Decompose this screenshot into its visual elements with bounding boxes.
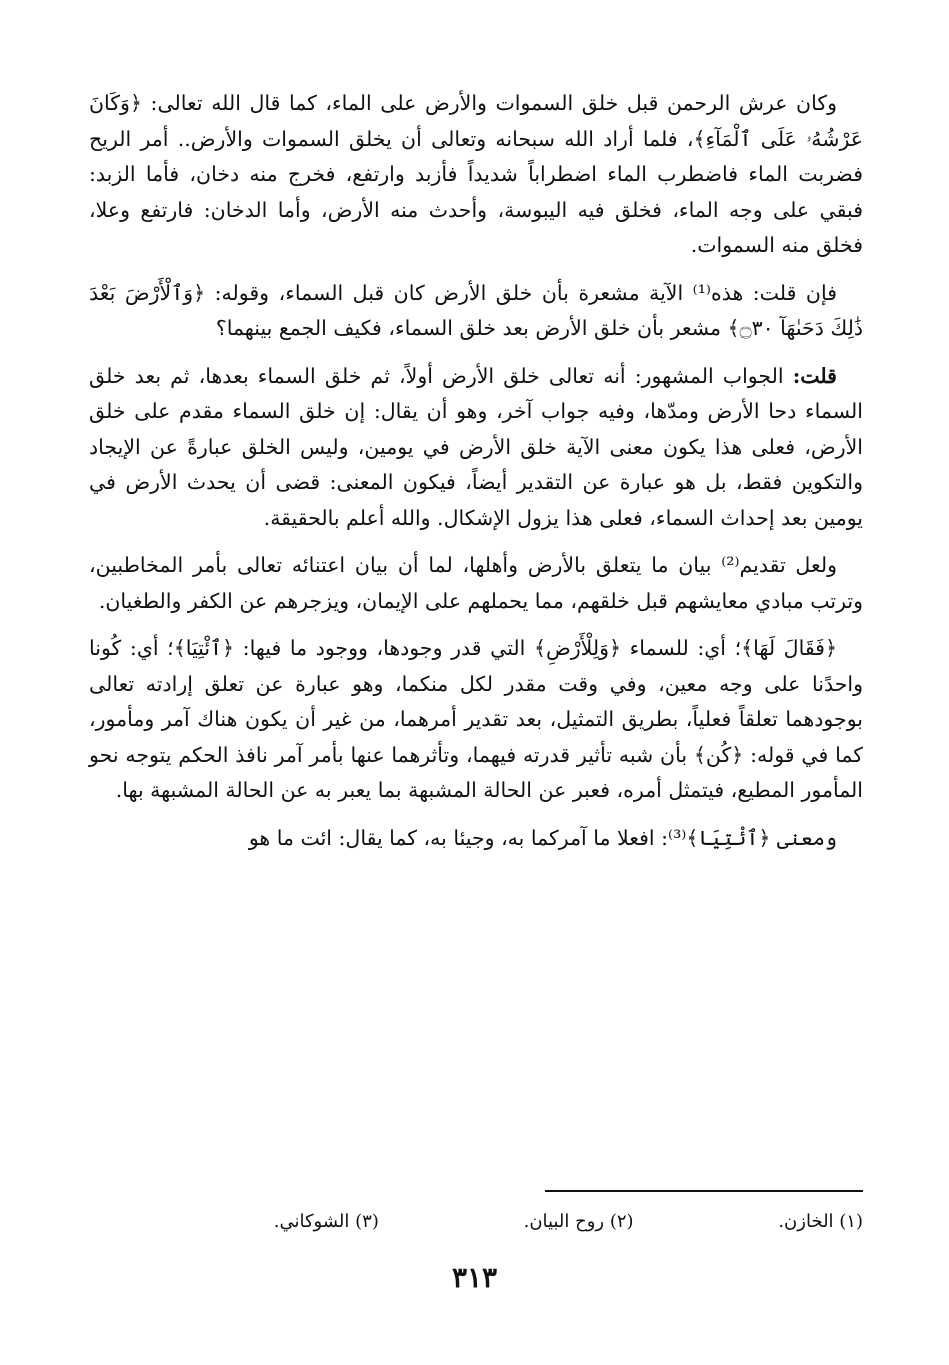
paragraph-6 [89, 821, 863, 857]
paragraph-text: وكان عرش الرحمن قبل خلق السموات والأرض على الماء، كما قال الله تعالى: ﴿وَكَانَ عَرْشُهُۥ عَلَى ٱلْمَآءِ﴾، فلما أراد الله سبحانه وتعالى أن يخلق السموات والأرض.. أمر الريح فضربت الماء فاضطرب الماء اضطراباً شديداً فأزبد وارتفع، فخرج منه دخان، فأما الزبد: فبقي على وجه الماء، فخلق فيه اليبوسة، وأحدث منه الأرض، وأما الدخان: فارتفع وعلا، فخلق منه السموات. [89, 91, 863, 257]
paragraph-text: فإن قلت: هذه⁽¹⁾ الآية مشعرة بأن خلق الأرض كان قبل السماء، وقوله: ﴿وَٱلْأَرْضَ بَعْدَ ذَٰلِكَ دَحَىٰهَآ ۝٣٠﴾ مشعر بأن خلق الأرض بعد خلق السماء، فكيف الجمع بينهما؟ [89, 280, 863, 340]
paragraph-text: ولعل تقديم⁽²⁾ بيان ما يتعلق بالأرض وأهلها، لما أن بيان اعتنائه تعالى بأمر المخاطبين، وترتب مبادي معايشهم قبل خلقهم، مما يحملهم على الإيمان، ويزجرهم عن الكفر والطغيان. [89, 553, 863, 613]
paragraph-1 [89, 86, 863, 264]
main-text [89, 86, 863, 868]
footnote-3: (٣) الشوكاني. [273, 1211, 379, 1232]
paragraph-4 [89, 548, 863, 619]
paragraph-text: الجواب المشهور: أنه تعالى خلق الأرض أولاً، ثم خلق السماء بعدها، ثم بعد خلق السماء دحا الأرض ومدّها، وفيه جواب آخر، وهو أن يقال: إن خلق السماء مقدم على خلق الأرض، فعلى هذا يكون معنى الآية خلق الأرض في يومين، وليس الخلق عبارةً عن الإيجاد والتكوين فقط، بل هو عبارة عن التقدير أيضاً، فيكون المعنى: قضى أن يحدث الأرض في يومين بعد إحداث السماء، فعلى هذا يزول الإشكال. والله أعلم بالحقيقة. [89, 363, 863, 530]
footnotes [89, 1207, 863, 1237]
paragraph-5 [89, 631, 863, 809]
paragraph-text: ﴿فَقَالَ لَهَا﴾؛ أي: للسماء ﴿وَلِلْأَرْضِ﴾ التي قدر وجودها، ووجود ما فيها: ﴿ٱئْتِيَا﴾؛ أي: كُونا واحدًنا على وجه معين، وفي وقت مقدر لكل منكما، وهو عبارة عن تعلق إرادته تعالى بوجودهما تعلقاً فعلياً، بطريق التمثيل، بعد تقدير أمرهما، من غير أن يكون هناك آمر ومأمور، كما في قوله: ﴿كُن﴾ بأن شبه تأثير قدرته فيهما، وتأثرهما عنها بأمر آمر نافذ الحكم يتوجه نحو المأمور المطيع، فيتمثل أمره، فعبر عن الحالة المشبهة بما يعبر به عن الحالة المشبهة بها. [89, 636, 863, 802]
footnote-2: (٢) روح البيان. [523, 1211, 634, 1232]
paragraph-2 [89, 276, 863, 347]
footnote-separator [545, 1190, 863, 1192]
paragraph-lead: قلت: [792, 363, 837, 388]
paragraph-text: ومعنى ﴿ٱئْتِيَا﴾⁽³⁾: افعلا ما آمركما به، وجيئا به، كما يقال: ائت ما هو [248, 825, 837, 850]
page-number: ٣١٣ [451, 1261, 498, 1294]
paragraph-3 [89, 359, 863, 537]
footnote-spacer [89, 1207, 129, 1237]
footnote-1: (١) الخازن. [778, 1211, 863, 1232]
